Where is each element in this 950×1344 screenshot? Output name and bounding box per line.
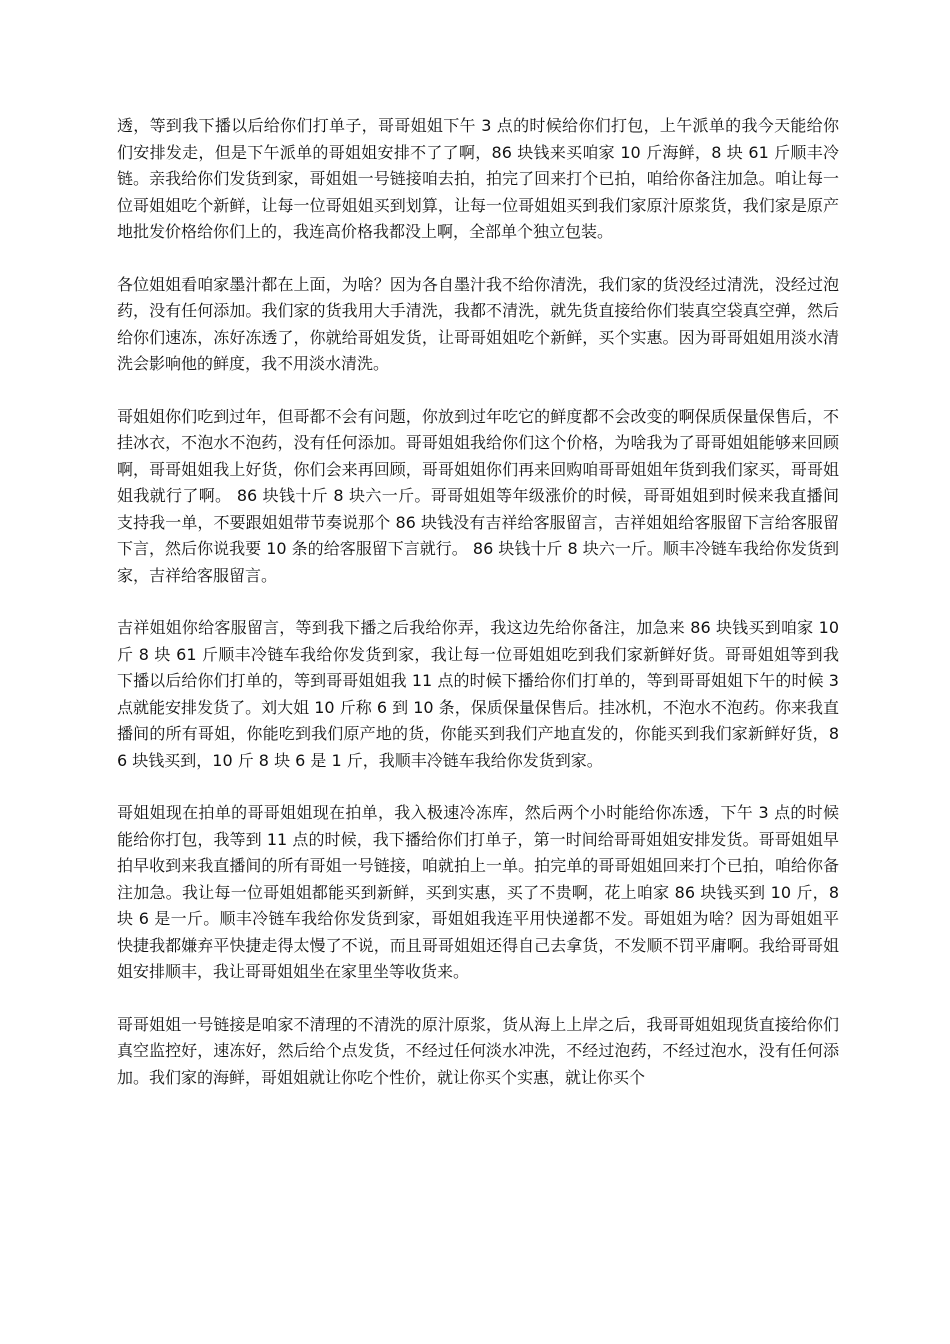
paragraph-4: 吉祥姐姐你给客服留言，等到我下播之后我给你弄，我这边先给你备注，加急来 86 块钱买到咱家 10 斤 8 块 61 斤顺丰冷链车我给你发货到家，我让每一位哥姐姐吃到我们家新鲜好货。哥哥姐姐等到我下播以后给你们打单的，等到哥哥姐姐我 11 点的时候下播给你们打单的，等到哥哥姐姐下午的时候 3 点就能安排发货了。刘大姐 10 斤称 6 到 10 条，保质保量保售后。挂冰机，不泡水不泡药。你来我直播间的所有哥姐，你能吃到我们原产地的货，你能买到我们产地直发的，你能买到我们家新鲜好货，86 块钱买到，10 斤 8 块 6 是 1 斤，我顺丰冷链车我给你发货到家。: [117, 618, 839, 770]
paragraph-2: 各位姐姐看咱家墨汁都在上面，为啥？因为各自墨汁我不给你清洗，我们家的货没经过清洗，没经过泡药，没有任何添加。我们家的货我用大手清洗，我都不清洗，就先货直接给你们装真空袋真空弹，然后给你们速冻，冻好冻透了，你就给哥姐发货，让哥哥姐姐吃个新鲜，买个实惠。因为哥哥姐姐用淡水清洗会影响他的鲜度，我不用淡水清洗。: [117, 274, 839, 373]
paragraph-1: 透，等到我下播以后给你们打单子，哥哥姐姐下午 3 点的时候给你们打包，上午派单的我今天能给你们安排发走，但是下午派单的哥姐姐安排不了了啊，86 块钱来买咱家 10 斤海鲜，8 块 61 斤顺丰冷链。亲我给你们发货到家，哥姐姐一号链接咱去拍，拍完了回来打个已拍，咱给你备注加急。咱让每一位哥姐姐吃个新鲜，让每一位哥姐姐买到划算，让每一位哥姐姐买到我们家原汁原浆货，我们家是原产地批发价格给你们上的，我连高价格我都没上啊，全部单个独立包装。: [117, 116, 839, 241]
paragraph-6: 哥哥姐姐一号链接是咱家不清理的不清洗的原汁原浆，货从海上上岸之后，我哥哥姐姐现货直接给你们真空监控好，速冻好，然后给个点发货，不经过任何淡水冲洗，不经过泡药，不经过泡水，没有任何添加。我们家的海鲜，哥姐姐就让你吃个性价，就让你买个实惠，就让你买个: [117, 1014, 839, 1087]
document-body: [117, 113, 839, 1117]
paragraph-3: 哥姐姐你们吃到过年，但哥都不会有问题，你放到过年吃它的鲜度都不会改变的啊保质保量保售后，不挂冰衣，不泡水不泡药，没有任何添加。哥哥姐姐我给你们这个价格，为啥我为了哥哥姐姐能够来回顾啊，哥哥姐姐我上好货，你们会来再回顾，哥哥姐姐你们再来回购咱哥哥姐姐年货到我们家买，哥哥姐姐我就行了啊。 86 块钱十斤 8 块六一斤。哥哥姐姐等年级涨价的时候，哥哥姐姐到时候来我直播间支持我一单，不要跟姐姐带节奏说那个 86 块钱没有吉祥给客服留言，吉祥姐姐给客服留下言给客服留下言，然后你说我要 10 条的给客服留下言就行。 86 块钱十斤 8 块六一斤。顺丰冷链车我给你发货到家，吉祥给客服留言。: [117, 406, 839, 585]
paragraph-5: 哥姐姐现在拍单的哥哥姐姐现在拍单，我入极速冷冻库，然后两个小时能给你冻透，下午 3 点的时候能给你打包，我等到 11 点的时候，我下播给你们打单子，第一时间给哥哥姐姐安排发货。哥哥姐姐早拍早收到来我直播间的所有哥姐一号链接，咱就拍上一单。拍完单的哥哥姐姐回来打个已拍，咱给你备注加急。我让每一位哥姐姐都能买到新鲜，买到实惠，买了不贵啊，花上咱家 86 块钱买到 10 斤，8 块 6 是一斤。顺丰冷链车我给你发货到家，哥姐姐我连平用快递都不发。哥姐姐为啥？因为哥姐姐平快捷我都嫌弃平快捷走得太慢了不说，而且哥哥姐姐还得自己去拿货，不发顺不罚平庸啊。我给哥哥姐姐安排顺丰，我让哥哥姐姐坐在家里坐等收货来。: [117, 803, 839, 981]
